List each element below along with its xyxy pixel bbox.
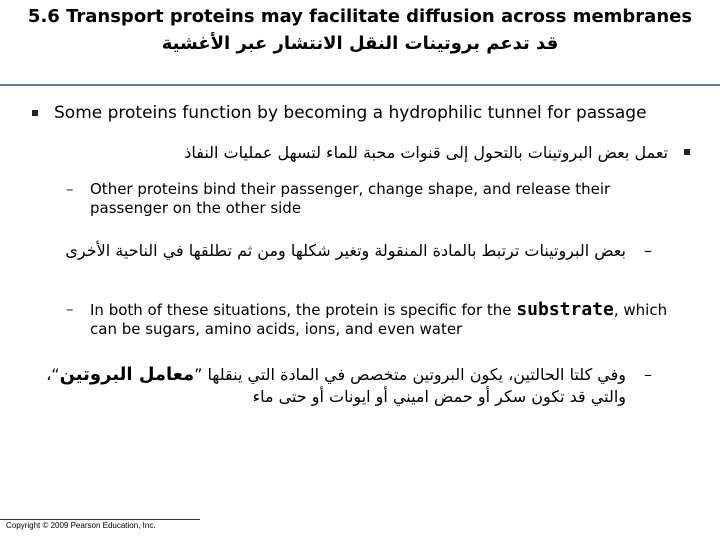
sub-bullet-4-pre: وفي كلتا الحالتين، يكون البروتين متخصص في المادة التي ينقلها ” [194,365,626,384]
bullet-1-arabic [50,142,690,164]
substrate-term: substrate [516,299,614,320]
sub-bullet-3-text [90,300,686,339]
dash-marker: – [66,300,74,318]
square-bullet-icon [32,110,38,116]
bullet-1-arabic-text: تعمل بعض البروتينات بالتحول إلى قنوات محبة للماء لتسهل عمليات النفاذ [184,143,668,162]
dash-marker: – [66,180,74,198]
footer-rule [0,519,200,520]
sub-bullet-3 [66,300,686,339]
sub-bullet-4-arabic [12,364,652,408]
dash-marker: – [644,365,652,384]
bullet-1-text: Some proteins function by becoming a hydrophilic tunnel for passage [54,103,647,123]
square-bullet-icon [684,149,690,155]
dash-marker: – [644,241,652,260]
slide-title-arabic: قد تدعم بروتينات النقل الانتشار عبر الأغشية [161,33,559,54]
sub-bullet-1-text: Other proteins bind their passenger, change shape, and release their passenger on the other side [90,180,611,217]
slide-title: 5.6 Transport proteins may facilitate diffusion across membranes [27,6,693,27]
sub-bullet-3-pre: In both of these situations, the protein is specific for the [90,301,517,319]
sub-bullet-1 [66,180,666,218]
title-divider [0,84,720,86]
sub-bullet-2-arabic [32,240,652,262]
substrate-term-arabic: معامل البروتين [59,364,195,385]
sub-bullet-4-arabic-text [12,364,626,408]
bullet-1 [32,102,692,124]
sub-bullet-3-post: , which can be sugars, amino acids, ions, and even water [90,301,668,338]
copyright-notice: Copyright © 2009 Pearson Education, Inc. [6,521,156,530]
sub-bullet-4-post: “، والتي قد تكون سكر أو حمض اميني أو ايونات أو حتى ماء [46,365,626,406]
sub-bullet-2-arabic-text: بعض البروتينات ترتبط بالمادة المنقولة وتغير شكلها ومن ثم تطلقها في الناحية الأخرى [65,241,626,260]
